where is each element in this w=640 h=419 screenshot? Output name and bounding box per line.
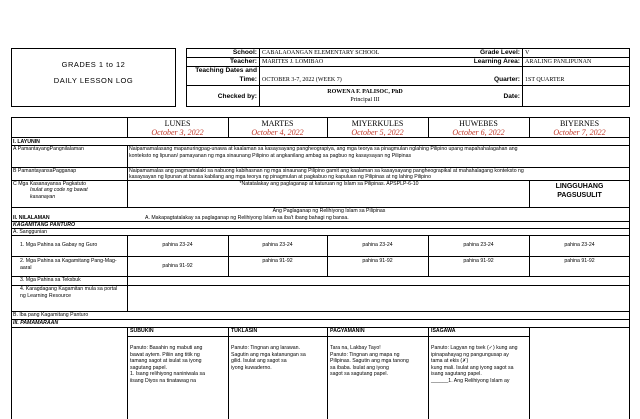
ref-guro-label: 1. Mga Pahina sa Gabay ng Guro: [20, 242, 98, 248]
teacher-label: Teacher:: [230, 58, 257, 65]
checked-label: Checked by:: [217, 93, 257, 100]
a-label: A PamantayangPangnilalaman: [13, 146, 84, 152]
proc-subukin-head: SUBUKIN: [130, 328, 154, 334]
a-text-1: Naipamamalasang mapanuringpag-unawa at kaalaman sa kasaysayang pangheograpiya, ang mga teorya sa pinagmulan nglahing Pilipino upang mapahahalagahan ang: [129, 146, 518, 152]
section-nilalaman: II. NILALAMAN: [13, 214, 50, 221]
other-materials: B. Iba pang Kagamitang Panturo: [13, 312, 89, 318]
tg-wed: pahina 23-24: [362, 242, 393, 248]
quarter-label: Quarter:: [493, 76, 520, 83]
ii-text: A. Makapagtatalakay sa paglaganap ng Relihiyong Islam sa iba't ibang bahagi ng bansa.: [145, 214, 349, 221]
area-value: ARALING PANLIPUNAN: [525, 58, 592, 65]
grade-label: Grade Level:: [480, 49, 520, 56]
school-label: School:: [232, 49, 257, 56]
tg-mon: pahina 23-24: [162, 242, 193, 248]
lm-wed: pahina 91-92: [362, 258, 393, 264]
day-tue: MARTES October 4, 2022: [251, 119, 304, 137]
b-text-1: Naipamamalas ang pagmamalaki sa nabuong kabihasnan ng mga sinaunang Pilipino gamit ang kaalaman sa kasaysayang pangheograpikal at mahahalagang konteksto ng: [129, 167, 524, 174]
day-mon: LUNES October 3, 2022: [151, 119, 204, 137]
proc-tuklasin-text: Panuto: Tingnan ang larawan. Sagutin ang mga katanungan sa gilid. Isulat ang sagot sa iyong kuwaderno.: [231, 345, 306, 371]
c-text: *Natatalakay ang paglaganap at katuruan ng Islam sa Pilipinas. APSPLP-6-10: [239, 181, 419, 187]
kagamitang-panturo: KAGAMITANG PANTURO: [13, 221, 76, 228]
lm-fri: pahina 91-92: [564, 258, 595, 264]
lm-tue: pahina 91-92: [262, 258, 293, 264]
section-pamamaraan: III. PAMAMARAAN: [13, 320, 59, 326]
b-label: B PamantayansaPagganap: [13, 167, 77, 174]
tg-tue: pahina 23-24: [262, 242, 293, 248]
dates-label-1: Teaching Dates and: [195, 67, 257, 74]
checked-name: ROWENA F. PALISOC, PhD: [327, 89, 403, 95]
dll-title: DAILY LESSON LOG: [53, 76, 134, 85]
proc-subukin-text: Panuto: Basahin ng mabuti ang bawat aytem. Piliin ang titik ng tamang sagot at isulat sa iyong sagutang papel. 1. Isang relihiyong naniniwala sa iisang Diyos na tinatawag na: [130, 345, 205, 384]
proc-pagyamanin-text: Tara na, Lakbay Tayo! Panuto: Tingnan ang mapa ng Pilipinas. Sagutin ang mga tanong sa ibaba. Isulat ang iyong sagot sa sagutang papel.: [330, 345, 409, 378]
proc-isagawa-head: ISAGAWA: [431, 328, 456, 334]
proc-tuklasin-head: TUKLASIN: [231, 328, 258, 334]
dates-label-2: Time:: [239, 76, 257, 83]
ref-lr-label: 4. Karagdagang Kagamitan mula sa portal ng Learning Resource: [20, 286, 118, 299]
lm-mon: pahina 91-92: [162, 263, 193, 269]
area-label: Learning Area:: [473, 58, 520, 65]
ii-head: Ang Paglaganap ng Relihiyong Islam sa Pilipinas: [272, 208, 386, 214]
day-fri: BIYERNES October 7, 2022: [553, 119, 606, 137]
date-label: Date:: [503, 93, 520, 100]
teacher-value: MARITES J. LOMIBAO: [262, 58, 324, 65]
day-thu: HUWEBES October 6, 2022: [452, 119, 505, 137]
dates-value: OCTOBER 3-7, 2022 (WEEK 7): [262, 76, 342, 83]
a-text-2: konteksto ng lipunan/ pamayanan ng mga sinaunang Pilipino at angkanilang ambag sa pagbuo ng kasaysayan ng Pilipinas: [129, 153, 412, 159]
tg-fri: pahina 23-24: [564, 242, 595, 248]
ref-tb-label: 3. Mga Pahina sa Teksbuk: [20, 277, 81, 283]
c-label-3: kasanayan: [30, 194, 56, 200]
lingguhang: LINGGUHANG: [555, 183, 604, 190]
quarter-value: 1ST QUARTER: [525, 76, 565, 83]
school-value: CABALAOANGAN ELEMENTARY SCHOOL: [262, 49, 380, 56]
checked-role: Principal III: [350, 97, 380, 103]
tg-thu: pahina 23-24: [463, 242, 494, 248]
sanggunian: A. Sanggunian: [13, 228, 48, 235]
c-label-1: C Mga Kasanayansa Pagkatuto: [13, 181, 86, 187]
day-wed: MIYERKULES October 5, 2022: [351, 119, 404, 137]
ref-lm-label: 2. Mga Pahina sa Kagamitang Pang-Mag-aaral: [20, 258, 117, 271]
b-text-2: kasaysayan ng lipunan at bansa kabilang ang mga teorya ng pinagmulan at pagkabuo ng kapuluan ng Pilipinas at ng lahing Pilipino: [129, 173, 431, 180]
c-label-2: Isulat ang code ng bawat: [30, 187, 88, 193]
pagsusulit: PAGSUSULIT: [557, 192, 602, 199]
grade-value: V: [525, 49, 530, 56]
section-layunin: I. LAYUNIN: [13, 138, 40, 145]
proc-isagawa-text: Panuto: Lagyan ng tsek (✓) kung ang ipinapahayag ng pangungusap ay tama at ekis (✗) kung mali. Isulat ang iyong sagot sa isang sagutang papel. ______1. Ang Relihiyong Islam ay: [431, 345, 518, 384]
lm-thu: pahina 91-92: [463, 258, 494, 264]
grades-title: GRADES 1 to 12: [61, 60, 126, 69]
proc-pagyamanin-head: PAGYAMANIN: [330, 328, 365, 334]
